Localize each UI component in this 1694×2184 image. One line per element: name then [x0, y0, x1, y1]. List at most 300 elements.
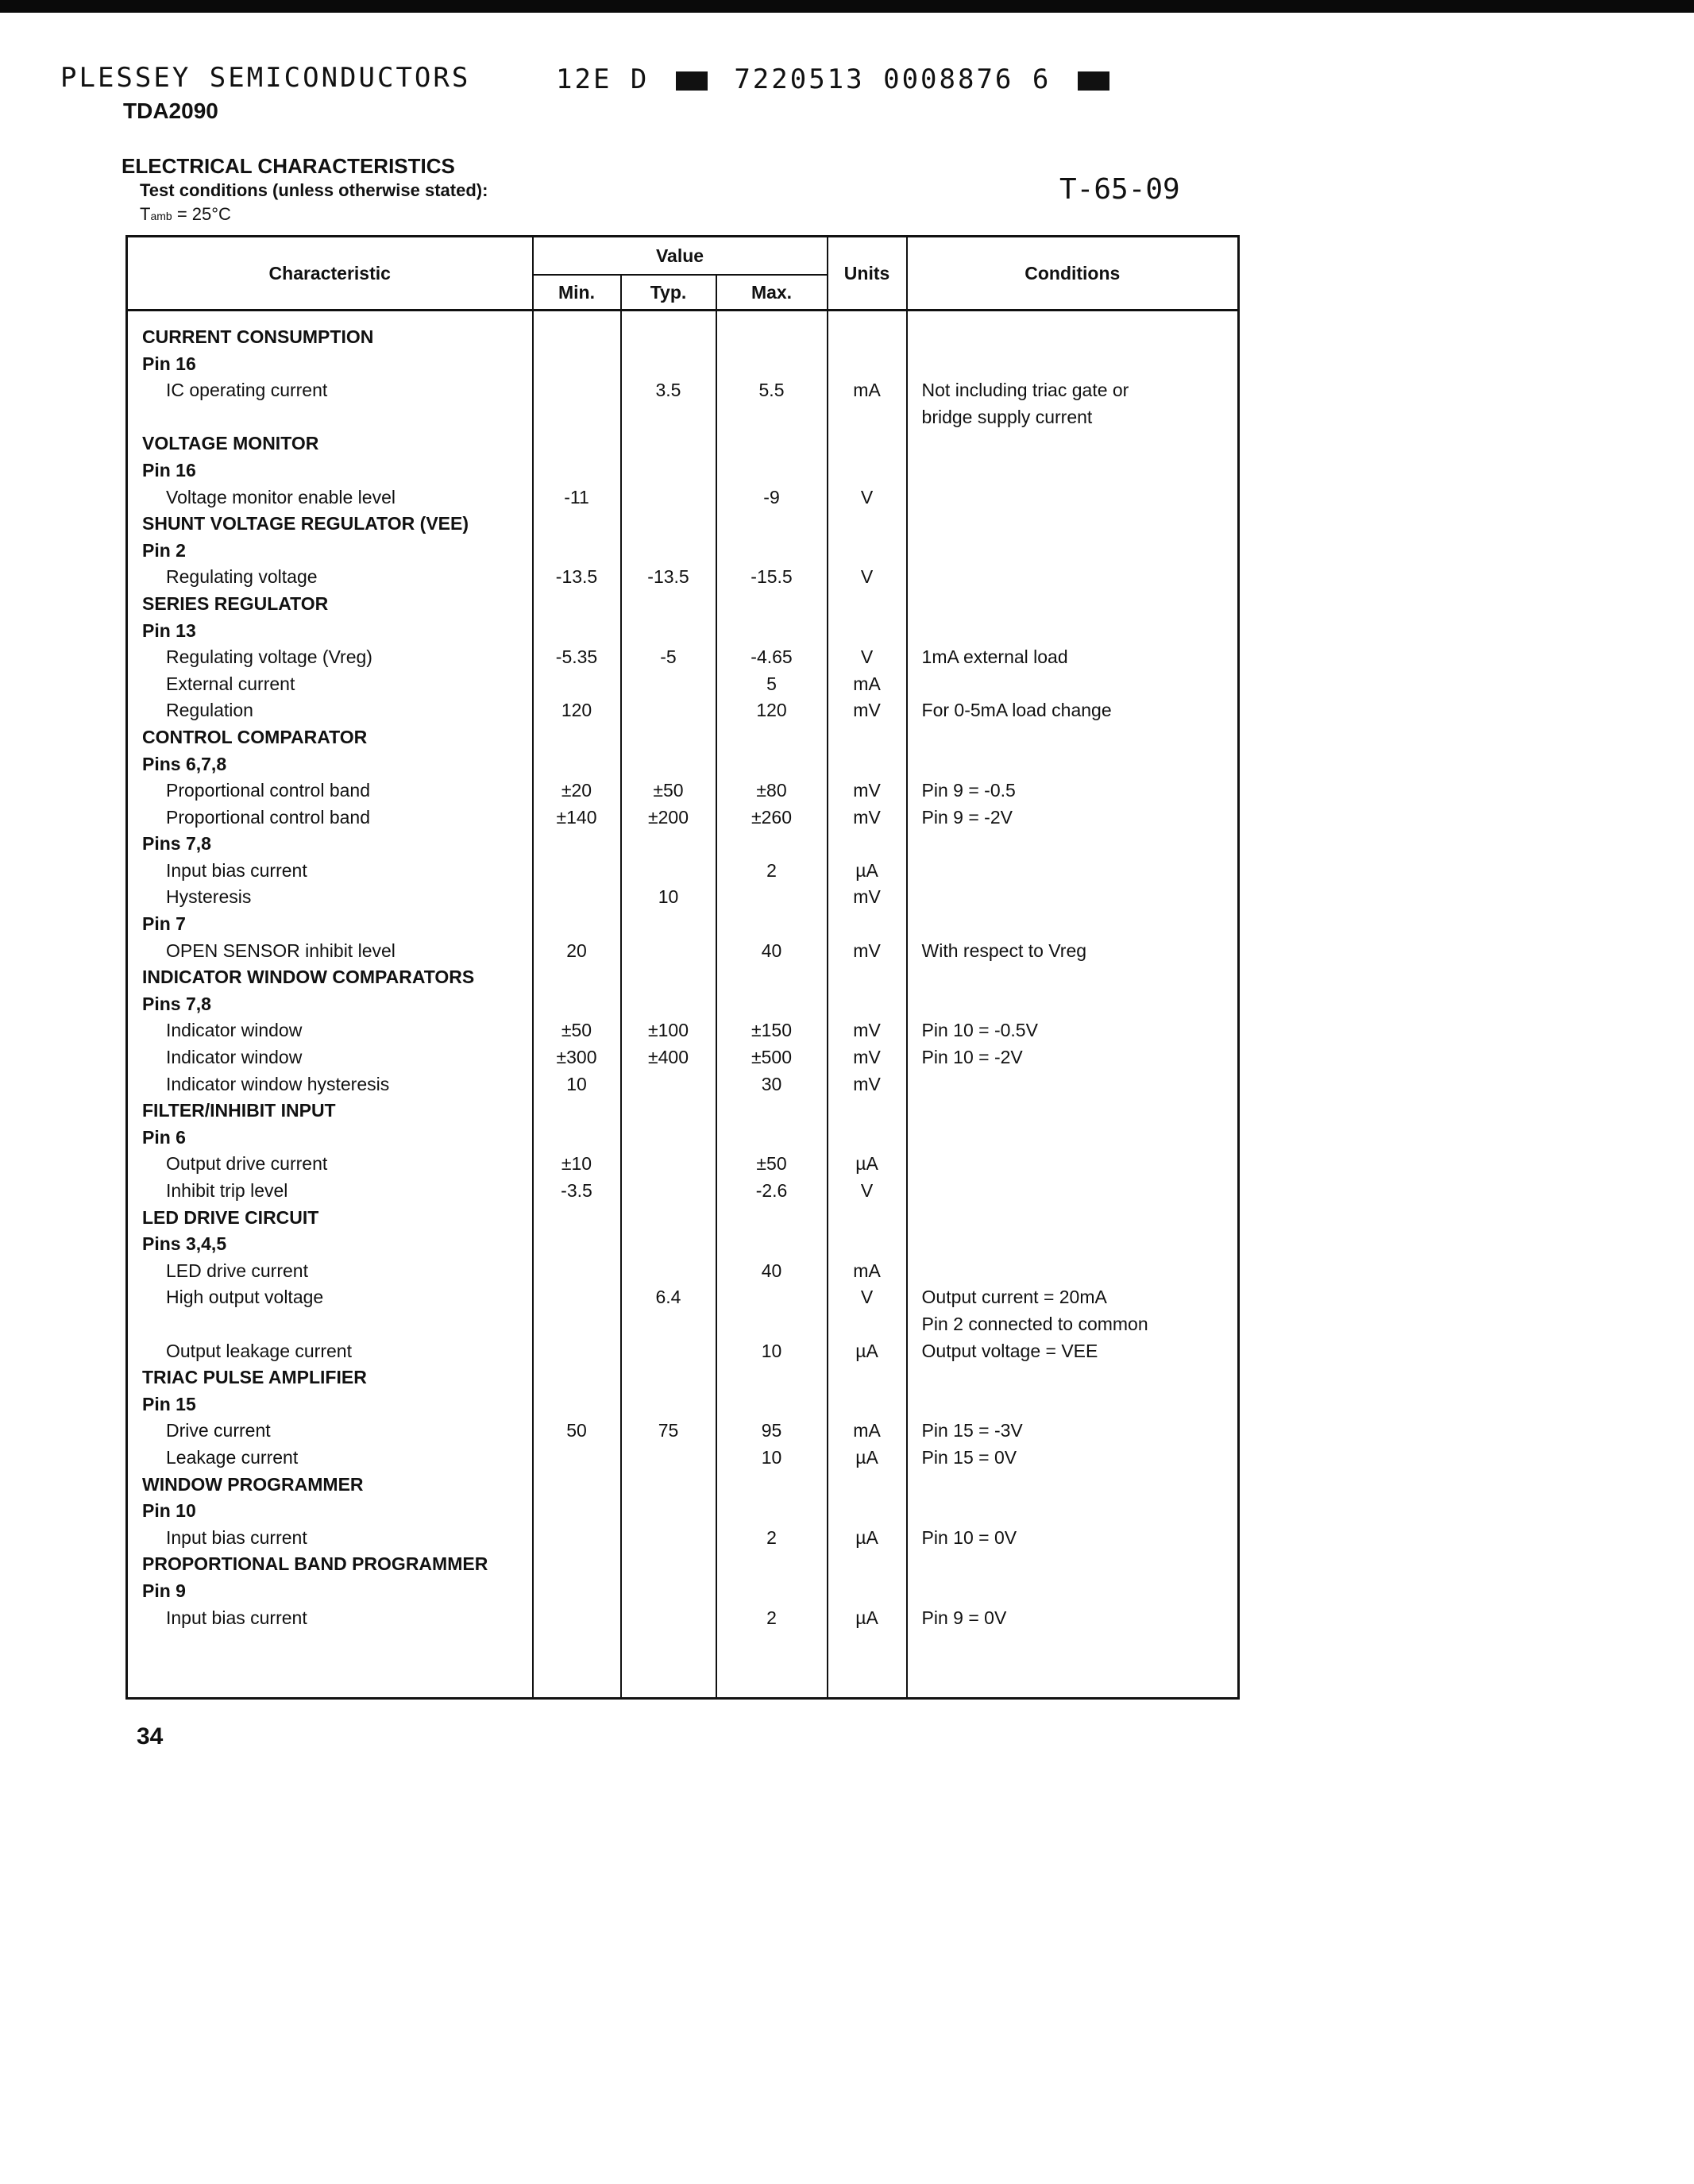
max-cell: 10 [761, 1340, 782, 1361]
typ-cell [622, 430, 716, 457]
pin-label: Pin 6 [142, 1126, 186, 1148]
units-cell [828, 964, 906, 991]
max-cell: -9 [763, 486, 780, 507]
units-cell [828, 1231, 906, 1258]
typ-cell [622, 1605, 716, 1632]
conditions-cell [908, 1231, 1238, 1258]
header-characteristic: Characteristic [127, 237, 533, 311]
max-cell [717, 1578, 827, 1605]
units-cell [828, 538, 906, 565]
typ-cell [622, 1258, 716, 1285]
typ-cell [622, 751, 716, 778]
table-body-row [127, 311, 1239, 1699]
typ-cell [622, 724, 716, 751]
typ-cell: -13.5 [647, 566, 689, 588]
conditions-cell [908, 1178, 1238, 1205]
conditions-cell [908, 964, 1238, 991]
units-cell: mV [853, 700, 881, 721]
typ-cell [622, 511, 716, 538]
section-heading: LED DRIVE CIRCUIT [142, 1206, 319, 1228]
conditions-cell [908, 511, 1238, 538]
typ-cell [622, 1391, 716, 1418]
min-cell [534, 351, 620, 378]
max-cell [717, 1472, 827, 1499]
units-cell: mA [853, 1260, 881, 1281]
max-cell: 95 [761, 1420, 782, 1441]
typ-cell [622, 538, 716, 565]
characteristic-cell: Regulation [166, 700, 253, 721]
typ-cell: 75 [658, 1420, 679, 1441]
typ-cell [622, 1364, 716, 1391]
units-cell [828, 430, 906, 457]
min-cell [534, 1284, 620, 1311]
max-cell [717, 1391, 827, 1418]
characteristic-cell: Proportional control band [166, 806, 370, 828]
min-cell [534, 404, 620, 431]
black-mark-end [1078, 71, 1109, 91]
max-cell: 2 [766, 1607, 777, 1628]
units-cell [828, 511, 906, 538]
characteristic-cell: Leakage current [166, 1446, 299, 1468]
conditions-cell [908, 1125, 1238, 1152]
max-cell: ±260 [751, 806, 793, 828]
typ-cell [622, 1445, 716, 1472]
conditions-cell: Output voltage = VEE [921, 1340, 1098, 1361]
max-column [716, 311, 828, 1699]
conditions-cell: bridge supply current [921, 406, 1093, 427]
max-cell: 5 [766, 673, 777, 694]
pin-label: Pin 2 [142, 539, 186, 561]
tamb-value: = 25°C [176, 204, 231, 224]
max-cell: -15.5 [751, 566, 793, 588]
min-cell: ±300 [556, 1047, 597, 1068]
conditions-cell: Output current = 20mA [921, 1287, 1107, 1308]
units-cell: mA [853, 1420, 881, 1441]
conditions-cell: Pin 9 = 0V [921, 1607, 1007, 1628]
max-cell [717, 1098, 827, 1125]
typ-cell: ±200 [648, 806, 689, 828]
min-cell [534, 511, 620, 538]
characteristic-cell: OPEN SENSOR inhibit level [166, 940, 396, 961]
min-cell [534, 377, 620, 404]
conditions-cell [908, 724, 1238, 751]
conditions-cell: Pin 15 = -3V [921, 1420, 1023, 1441]
typ-cell [622, 457, 716, 484]
max-cell: ±500 [751, 1047, 793, 1068]
header-conditions: Conditions [907, 237, 1239, 311]
min-cell [534, 1098, 620, 1125]
section-heading: FILTER/INHIBIT INPUT [142, 1100, 336, 1121]
min-cell [534, 911, 620, 938]
min-cell [534, 751, 620, 778]
catalog-code [556, 64, 1117, 95]
tamb-label: T [140, 204, 151, 224]
conditions-cell [908, 1151, 1238, 1178]
typ-cell [622, 1578, 716, 1605]
pin-label: Pins 7,8 [142, 993, 211, 1014]
max-cell: 120 [756, 700, 787, 721]
units-cell: mV [853, 1073, 881, 1094]
max-cell [717, 831, 827, 858]
conditions-cell [908, 1071, 1238, 1098]
characteristic-cell: Hysteresis [166, 886, 252, 908]
characteristic-cell: Indicator window [166, 1047, 303, 1068]
min-cell [534, 831, 620, 858]
units-cell [828, 1098, 906, 1125]
pin-label: Pin 13 [142, 619, 196, 641]
max-cell [717, 1205, 827, 1232]
pin-label: Pins 7,8 [142, 833, 211, 855]
max-cell [717, 511, 827, 538]
characteristic-cell: Regulating voltage [166, 566, 318, 588]
typ-cell [622, 1098, 716, 1125]
typ-cell [622, 1205, 716, 1232]
min-cell [534, 1445, 620, 1472]
max-cell: 40 [761, 940, 782, 961]
max-cell [717, 351, 827, 378]
conditions-cell [908, 858, 1238, 885]
units-cell [828, 324, 906, 351]
section-heading: WINDOW PROGRAMMER [142, 1473, 364, 1495]
min-cell [534, 991, 620, 1018]
pin-label: Pin 15 [142, 1393, 196, 1414]
typ-cell [622, 351, 716, 378]
max-cell: 30 [761, 1073, 782, 1094]
conditions-cell [908, 1578, 1238, 1605]
max-cell: ±150 [751, 1020, 793, 1041]
conditions-cell: Not including triac gate or [921, 380, 1129, 401]
code-prefix: 12E D [556, 64, 650, 95]
characteristic-cell: External current [166, 673, 295, 694]
conditions-cell [908, 671, 1238, 698]
units-column [828, 311, 907, 1699]
typ-cell: ±100 [648, 1020, 689, 1041]
max-cell [717, 591, 827, 618]
typ-cell: 10 [658, 886, 679, 908]
typ-cell [622, 991, 716, 1018]
conditions-cell [908, 430, 1238, 457]
section-heading: PROPORTIONAL BAND PROGRAMMER [142, 1553, 488, 1575]
units-cell [828, 404, 906, 431]
min-column [533, 311, 621, 1699]
conditions-cell [908, 591, 1238, 618]
units-cell: mA [853, 673, 881, 694]
units-cell [828, 351, 906, 378]
characteristic-cell: Voltage monitor enable level [166, 486, 396, 507]
units-cell [828, 1205, 906, 1232]
units-cell [828, 618, 906, 645]
max-cell [717, 1284, 827, 1311]
max-cell: 10 [761, 1446, 782, 1468]
header-units: Units [828, 237, 907, 311]
characteristic-cell: Input bias current [166, 859, 307, 881]
typ-cell [622, 1311, 716, 1338]
max-cell [717, 1551, 827, 1578]
units-cell: mV [853, 1020, 881, 1041]
typ-cell: ±400 [648, 1047, 689, 1068]
characteristic-cell: Input bias current [166, 1526, 307, 1548]
units-cell: V [860, 1180, 874, 1201]
units-cell [828, 991, 906, 1018]
units-cell [828, 831, 906, 858]
typ-cell [622, 1125, 716, 1152]
units-cell: V [860, 486, 874, 507]
max-cell [717, 457, 827, 484]
min-cell [534, 1525, 620, 1552]
typ-cell: 3.5 [655, 380, 681, 401]
characteristic-cell: Output leakage current [166, 1340, 352, 1361]
characteristic-cell: Proportional control band [166, 780, 370, 801]
units-cell [828, 724, 906, 751]
conditions-cell [908, 1205, 1238, 1232]
units-cell [828, 1364, 906, 1391]
units-cell: mV [853, 780, 881, 801]
units-cell [828, 1578, 906, 1605]
header-value: Value [533, 237, 828, 276]
conditions-cell: Pin 9 = -0.5 [921, 780, 1016, 801]
conditions-cell: Pin 10 = -2V [921, 1047, 1023, 1068]
conditions-cell: Pin 15 = 0V [921, 1446, 1017, 1468]
max-cell: 5.5 [758, 380, 785, 401]
min-cell: 120 [561, 700, 592, 721]
min-cell [534, 1338, 620, 1365]
max-cell [717, 1311, 827, 1338]
characteristic-cell [128, 1311, 532, 1338]
max-cell: ±50 [756, 1153, 787, 1175]
characteristic-cell: Regulating voltage (Vreg) [166, 646, 372, 668]
part-number: TDA2090 [123, 98, 218, 123]
max-cell [717, 538, 827, 565]
max-cell [717, 884, 827, 911]
section-heading: TRIAC PULSE AMPLIFIER [142, 1367, 367, 1388]
min-cell: -13.5 [555, 566, 598, 588]
typ-cell [622, 1525, 716, 1552]
header-min: Min. [533, 275, 621, 311]
min-cell: ±10 [561, 1153, 592, 1175]
min-cell [534, 1258, 620, 1285]
typ-cell: ±50 [653, 780, 684, 801]
typ-cell: 6.4 [655, 1287, 681, 1308]
units-cell: mV [853, 886, 881, 908]
typ-cell [622, 1498, 716, 1525]
black-mark [676, 71, 708, 91]
conditions-cell [908, 831, 1238, 858]
pin-label: Pins 6,7,8 [142, 753, 227, 774]
max-cell [717, 1125, 827, 1152]
units-cell [828, 1551, 906, 1578]
units-cell [828, 1498, 906, 1525]
min-cell [534, 1231, 620, 1258]
section-heading: SERIES REGULATOR [142, 592, 329, 614]
scan-top-border [0, 0, 1694, 13]
typ-cell [622, 911, 716, 938]
max-cell [717, 724, 827, 751]
min-cell: 50 [566, 1420, 587, 1441]
conditions-cell [908, 1498, 1238, 1525]
conditions-cell [908, 564, 1238, 591]
units-cell [828, 591, 906, 618]
units-cell [828, 1472, 906, 1499]
max-cell [717, 991, 827, 1018]
characteristic-cell: Drive current [166, 1420, 271, 1441]
typ-cell [622, 591, 716, 618]
typ-column [621, 311, 716, 1699]
max-cell: 2 [766, 859, 777, 881]
lot-number-b: 0008876 [883, 64, 1014, 95]
units-cell: mV [853, 806, 881, 828]
section-heading: INDICATOR WINDOW COMPARATORS [142, 967, 475, 988]
pin-label: Pin 16 [142, 353, 196, 374]
conditions-cell [908, 457, 1238, 484]
min-cell [534, 1364, 620, 1391]
min-cell: -3.5 [561, 1180, 592, 1201]
typ-cell [622, 938, 716, 965]
conditions-cell [908, 351, 1238, 378]
conditions-cell: Pin 9 = -2V [921, 806, 1013, 828]
units-cell [828, 1125, 906, 1152]
max-cell [717, 1498, 827, 1525]
typ-cell [622, 964, 716, 991]
max-cell: -2.6 [755, 1180, 788, 1201]
units-cell [828, 457, 906, 484]
conditions-cell: For 0-5mA load change [921, 700, 1112, 721]
max-cell: 2 [766, 1526, 777, 1548]
units-cell [828, 911, 906, 938]
conditions-cell [908, 618, 1238, 645]
units-cell: µA [855, 1446, 878, 1468]
units-cell [828, 1391, 906, 1418]
pin-label: Pins 3,4,5 [142, 1233, 227, 1255]
conditions-cell [908, 991, 1238, 1018]
typ-cell [622, 697, 716, 724]
typ-cell [622, 671, 716, 698]
page-number: 34 [137, 1723, 164, 1750]
units-cell: V [860, 646, 874, 668]
units-cell: mA [853, 380, 881, 401]
conditions-cell: Pin 2 connected to common [921, 1313, 1148, 1334]
conditions-cell: With respect to Vreg [921, 940, 1087, 961]
conditions-cell [908, 324, 1238, 351]
pin-label: Pin 10 [142, 1500, 196, 1522]
conditions-cell [908, 1098, 1238, 1125]
min-cell: -5.35 [555, 646, 598, 668]
typ-cell [622, 1071, 716, 1098]
units-cell: µA [855, 1607, 878, 1628]
conditions-cell [908, 911, 1238, 938]
max-cell [717, 430, 827, 457]
pin-label: Pin 7 [142, 913, 186, 935]
typ-cell: -5 [660, 646, 677, 668]
characteristic-cell: Indicator window hysteresis [166, 1073, 390, 1094]
min-cell: ±140 [556, 806, 597, 828]
units-cell: µA [855, 1526, 878, 1548]
units-cell: mV [853, 940, 881, 961]
typ-cell [622, 1472, 716, 1499]
min-cell: 20 [566, 940, 587, 961]
typ-cell [622, 324, 716, 351]
section-heading: VOLTAGE MONITOR [142, 433, 319, 454]
min-cell [534, 591, 620, 618]
max-cell [717, 1364, 827, 1391]
min-cell [534, 538, 620, 565]
units-cell: mV [853, 1047, 881, 1068]
characteristic-cell: High output voltage [166, 1287, 324, 1308]
conditions-cell [908, 1364, 1238, 1391]
units-cell: V [860, 1287, 874, 1308]
min-cell [534, 858, 620, 885]
min-cell [534, 1125, 620, 1152]
header-max: Max. [716, 275, 828, 311]
section-title: ELECTRICAL CHARACTERISTICS [122, 154, 455, 178]
typ-cell [622, 404, 716, 431]
typ-cell [622, 858, 716, 885]
typ-cell [622, 1338, 716, 1365]
lot-number-a: 7220513 [734, 64, 865, 95]
typ-cell [622, 618, 716, 645]
max-cell [717, 1231, 827, 1258]
pin-label: Pin 16 [142, 459, 196, 480]
tamb-subscript: amb [150, 210, 172, 222]
max-cell: 40 [761, 1260, 782, 1281]
typ-cell [622, 1151, 716, 1178]
conditions-cell [908, 484, 1238, 511]
min-cell [534, 618, 620, 645]
conditions-cell [908, 1391, 1238, 1418]
pin-label: Pin 9 [142, 1580, 186, 1601]
section-heading: CURRENT CONSUMPTION [142, 326, 374, 347]
units-cell: µA [855, 1340, 878, 1361]
units-cell: µA [855, 1153, 878, 1175]
document-number: T-65-09 [1059, 173, 1180, 206]
characteristic-cell: Output drive current [166, 1153, 328, 1175]
ambient-temperature [140, 204, 231, 225]
min-cell [534, 457, 620, 484]
max-cell [717, 404, 827, 431]
typ-cell [622, 831, 716, 858]
min-cell [534, 964, 620, 991]
max-cell [717, 911, 827, 938]
typ-cell [622, 1551, 716, 1578]
typ-cell [622, 1231, 716, 1258]
conditions-cell [908, 751, 1238, 778]
electrical-characteristics-table [125, 235, 1240, 1700]
conditions-cell [908, 1551, 1238, 1578]
min-cell [534, 1551, 620, 1578]
min-cell: 10 [566, 1073, 587, 1094]
min-cell [534, 1605, 620, 1632]
company-name: PLESSEY SEMICONDUCTORS [60, 62, 471, 94]
lot-number-c: 6 [1032, 64, 1052, 95]
section-heading: SHUNT VOLTAGE REGULATOR (VEE) [142, 513, 469, 534]
min-cell [534, 1498, 620, 1525]
max-cell: ±80 [756, 780, 787, 801]
min-cell [534, 1311, 620, 1338]
min-cell [534, 724, 620, 751]
conditions-cell [908, 1258, 1238, 1285]
units-cell [828, 751, 906, 778]
units-cell: µA [855, 859, 878, 881]
conditions-cell: Pin 10 = 0V [921, 1526, 1017, 1548]
characteristic-cell: Input bias current [166, 1607, 307, 1628]
min-cell [534, 1205, 620, 1232]
min-cell [534, 1391, 620, 1418]
min-cell [534, 1472, 620, 1499]
max-cell: -4.65 [751, 646, 793, 668]
min-cell [534, 1578, 620, 1605]
characteristic-cell: Indicator window [166, 1020, 303, 1041]
typ-cell [622, 1178, 716, 1205]
typ-cell [622, 484, 716, 511]
